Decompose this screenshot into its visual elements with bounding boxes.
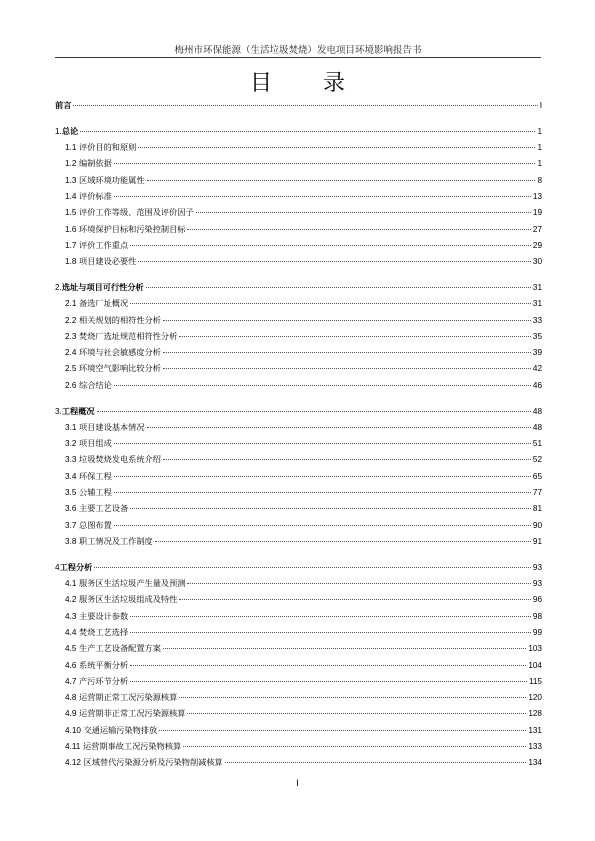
toc-entry-page: 90 [532,520,542,530]
toc-dot-leader [114,525,531,526]
toc-dot-leader [155,541,531,542]
toc-entry-title: 评价目的和原则 [79,142,137,153]
toc-entry-page: 131 [528,725,542,735]
toc-chapter-entry[interactable] [55,100,542,116]
toc-entry-label [65,422,145,433]
toc-entry-page: 93 [532,579,542,589]
toc-section-entry[interactable] [55,380,542,396]
toc-entry-title: 编制依据 [79,158,112,169]
toc-section-entry[interactable] [55,578,542,594]
toc-entry-title: 运营期事故工况污染物核算 [82,740,182,751]
toc-entry-label [65,692,177,703]
toc-entry-label [65,708,185,719]
toc-section-entry[interactable] [55,660,542,676]
toc-section-entry[interactable] [55,757,542,773]
toc-entry-page: 1 [537,126,542,136]
toc-entry-number: 4.12 [65,758,81,768]
toc-section-entry[interactable] [55,438,542,454]
toc-dot-leader [179,336,531,337]
toc-section-entry[interactable] [55,503,542,519]
toc-dot-leader [114,476,531,477]
toc-dot-leader [73,105,537,106]
toc-entry-page: 27 [532,224,542,234]
toc-entry-title: 环境与社会敏感度分析 [79,347,161,358]
toc-dot-leader [114,492,531,493]
toc-section-entry[interactable] [55,627,542,643]
toc-entry-title: 公辅工程 [79,487,112,498]
toc-section-entry[interactable] [55,224,542,240]
toc-entry-title: 运营期非正常工况污染源核算 [79,708,186,719]
toc-chapter-entry[interactable] [55,126,542,142]
toc-entry-page: 33 [532,315,542,325]
toc-chapter-entry[interactable] [55,562,542,578]
toc-entry-page: 8 [537,175,542,185]
toc-entry-label [65,175,145,186]
toc-chapter-entry[interactable] [55,406,542,422]
toc-section-entry[interactable] [55,175,542,191]
toc-section-entry[interactable] [55,315,542,331]
table-of-contents [55,100,542,774]
toc-gap [55,272,542,282]
toc-entry-title: 总图布置 [79,519,112,530]
toc-entry-number: 2.2 [65,315,77,325]
toc-entry-label [65,536,153,547]
toc-dot-leader [130,616,531,617]
toc-entry-number: 1.4 [65,191,77,201]
toc-entry-page: 29 [532,240,542,250]
toc-section-entry[interactable] [55,256,542,272]
toc-entry-label [55,562,92,573]
toc-entry-number: 3.8 [65,536,77,546]
toc-entry-page: 133 [528,741,542,751]
toc-entry-page: 99 [532,627,542,637]
toc-entry-page: 52 [532,455,542,465]
toc-entry-number: 2.3 [65,331,77,341]
toc-section-entry[interactable] [55,422,542,438]
toc-section-entry[interactable] [55,594,542,610]
toc-entry-label [65,158,112,169]
toc-dot-leader [97,411,531,412]
toc-entry-page: 134 [528,758,542,768]
header-rule [55,57,541,58]
toc-entry-number: 2.6 [65,380,77,390]
toc-entry-label [65,660,128,671]
toc-dot-leader [196,212,531,213]
toc-entry-label [65,142,136,153]
toc-entry-title: 环境空气影响比较分析 [79,363,161,374]
toc-entry-title: 焚烧厂选址规范相符性分析 [79,330,178,341]
toc-entry-number: 4.2 [65,595,77,605]
toc-dot-leader [114,163,536,164]
toc-dot-leader [159,730,526,731]
toc-dot-leader [114,196,531,197]
toc-entry-number: 4.11 [65,741,81,751]
toc-dot-leader [130,681,527,682]
toc-dot-leader [138,261,531,262]
toc-entry-number: 2.4 [65,348,77,358]
toc-entry-number: 4.10 [65,725,81,735]
toc-entry-label [65,487,112,498]
toc-entry-title: 工程概况 [61,405,95,416]
toc-section-entry[interactable] [55,191,542,207]
toc-entry-label [65,380,112,391]
toc-dot-leader [187,583,530,584]
toc-entry-title: 生产工艺设备配置方案 [79,643,161,654]
toc-entry-page: 115 [528,676,542,686]
toc-entry-page: 77 [532,488,542,498]
toc-entry-label [65,578,185,589]
toc-entry-number: 1.5 [65,208,77,218]
toc-section-entry[interactable] [55,207,542,223]
toc-entry-page: 35 [532,331,542,341]
toc-entry-page: 39 [532,348,542,358]
toc-entry-page: 42 [532,364,542,374]
toc-entry-label [65,191,112,202]
toc-entry-page: 120 [528,693,542,703]
toc-section-entry[interactable] [55,643,542,659]
toc-section-entry[interactable] [55,536,542,552]
toc-entry-number: 1. [55,126,62,136]
toc-entry-label [65,240,128,251]
toc-entry-number: 1.3 [65,175,77,185]
toc-entry-number: 4.7 [65,676,77,686]
page-number: I [296,778,299,788]
toc-entry-label [65,207,194,218]
toc-entry-page: 96 [532,595,542,605]
running-header: 梅州市环保能源（生活垃圾焚烧）发电项目环境影响报告书 [174,45,422,56]
toc-entry-title: 工程分析 [59,561,93,572]
toc-dot-leader [130,508,531,509]
toc-dot-leader [163,352,531,353]
toc-section-entry[interactable] [55,676,542,692]
toc-dot-leader [183,746,526,747]
toc-entry-number: 1.2 [65,159,77,169]
toc-section-entry[interactable] [55,298,542,314]
toc-entry-title: 项目建设基本情况 [79,421,145,432]
toc-entry-number: 3.4 [65,471,77,481]
toc-dot-leader [114,385,531,386]
toc-section-entry[interactable] [55,725,542,741]
toc-entry-label [65,503,128,514]
toc-entry-number: 2. [55,282,62,292]
toc-entry-label [65,298,128,309]
toc-section-entry[interactable] [55,741,542,757]
toc-dot-leader [138,147,535,148]
toc-entry-number: 3.1 [65,422,77,432]
toc-entry-page: 81 [532,504,542,514]
toc-entry-label [65,347,161,358]
toc-entry-page: 30 [532,257,542,267]
toc-section-entry[interactable] [55,692,542,708]
toc-entry-label [65,520,112,531]
toc-entry-label [65,725,157,736]
toc-entry-label [65,757,223,768]
toc-gap [55,116,542,126]
toc-entry-label [65,676,128,687]
toc-entry-label [55,100,71,111]
toc-entry-title: 交通运输污染物排放 [83,724,158,735]
toc-dot-leader [179,599,531,600]
toc-entry-title: 环保工程 [79,470,112,481]
toc-dot-leader [80,131,535,132]
toc-entry-title: 产污环节分析 [79,675,129,686]
toc-dot-leader [130,303,531,304]
toc-section-entry[interactable] [55,471,542,487]
toc-entry-page: 48 [532,406,542,416]
toc-entry-number: 2.5 [65,364,77,374]
toc-dot-leader [187,713,526,714]
toc-entry-title: 垃圾焚烧发电系统介绍 [79,454,161,465]
toc-entry-number: 4.5 [65,644,77,654]
toc-entry-number: 1.8 [65,257,77,267]
toc-dot-leader [163,368,531,369]
toc-entry-page: 65 [532,471,542,481]
toc-entry-title: 选址与项目可行性分析 [61,281,144,292]
toc-dot-leader [94,567,531,568]
toc-entry-page: I [539,101,542,110]
toc-section-entry[interactable] [55,611,542,627]
toc-entry-label [65,627,128,638]
toc-entry-title: 焚烧工艺选择 [79,626,129,637]
toc-entry-number: 3.7 [65,520,77,530]
toc-entry-page: 48 [532,422,542,432]
toc-entry-title: 评价标准 [79,190,112,201]
toc-entry-number: 1.7 [65,240,77,250]
toc-entry-title: 前言 [55,100,72,110]
toc-dot-leader [179,697,526,698]
toc-entry-number: 3.6 [65,504,77,514]
toc-section-entry[interactable] [55,347,542,363]
toc-dot-leader [130,245,531,246]
toc-entry-page: 104 [528,660,542,670]
toc-entry-page: 128 [528,709,542,719]
toc-entry-page: 91 [532,536,542,546]
toc-entry-title: 项目组成 [79,438,112,449]
toc-entry-label [65,331,177,342]
toc-section-entry[interactable] [55,487,542,503]
toc-entry-title: 综合结论 [79,379,112,390]
toc-gap [55,396,542,406]
toc-entry-title: 职工情况及工作制度 [79,535,153,546]
toc-entry-page: 98 [532,611,542,621]
toc-entry-page: 1 [537,159,542,169]
toc-entry-page: 93 [532,562,542,572]
toc-entry-number: 3.3 [65,455,77,465]
toc-section-entry[interactable] [55,158,542,174]
toc-entry-title: 主要工艺设备 [79,503,129,514]
toc-entry-number: 3. [55,406,62,416]
toc-entry-title: 评价工作重点 [79,239,129,250]
toc-section-entry[interactable] [55,142,542,158]
toc-entry-page: 1 [537,143,542,153]
toc-section-entry[interactable] [55,240,542,256]
toc-dot-leader [146,287,531,288]
toc-entry-title: 备选厂址概况 [79,298,129,309]
toc-entry-label [65,643,161,654]
toc-entry-number: 3.5 [65,488,77,498]
toc-dot-leader [163,648,526,649]
toc-entry-title: 区域环境功能属性 [79,174,145,185]
page-title: 目 录 [250,71,367,96]
toc-entry-label [65,471,112,482]
toc-entry-label [55,406,95,417]
toc-entry-title: 运营期正常工况污染源核算 [79,692,178,703]
toc-entry-number: 4.1 [65,579,77,589]
toc-dot-leader [163,459,531,460]
toc-entry-number: 4 [55,562,60,572]
toc-section-entry[interactable] [55,520,542,536]
toc-entry-label [55,282,144,293]
toc-dot-leader [187,229,530,230]
toc-entry-number: 4.4 [65,627,77,637]
toc-entry-label [65,315,161,326]
toc-dot-leader [130,665,526,666]
toc-entry-title: 服务区生活垃圾产生量及预测 [79,578,186,589]
toc-section-entry[interactable] [55,331,542,347]
toc-entry-label [65,438,112,449]
toc-dot-leader [114,443,531,444]
toc-entry-number: 4.9 [65,709,77,719]
toc-entry-number: 4.8 [65,693,77,703]
toc-dot-leader [147,427,531,428]
toc-entry-label [65,454,161,465]
toc-entry-title: 总论 [61,125,79,136]
toc-entry-label [65,256,136,267]
toc-dot-leader [147,180,536,181]
toc-entry-page: 13 [532,191,542,201]
toc-entry-number: 1.1 [65,143,77,153]
toc-entry-label [55,126,78,137]
toc-chapter-entry[interactable] [55,282,542,298]
toc-entry-page: 51 [532,439,542,449]
toc-entry-label [65,363,161,374]
toc-entry-page: 46 [532,380,542,390]
toc-section-entry[interactable] [55,363,542,379]
toc-entry-number: 2.1 [65,299,77,309]
toc-entry-title: 服务区生活垃圾组成及特性 [79,594,178,605]
toc-section-entry[interactable] [55,454,542,470]
toc-entry-label [65,741,181,752]
toc-gap [55,552,542,562]
toc-entry-page: 19 [532,208,542,218]
toc-entry-title: 评价工作等级、范围及评价因子 [79,207,194,218]
toc-entry-title: 系统平衡分析 [79,659,129,670]
toc-dot-leader [163,320,531,321]
toc-entry-number: 4.3 [65,611,77,621]
toc-entry-title: 项目建设必要性 [79,256,137,267]
toc-entry-title: 相关规划的相符性分析 [79,314,161,325]
toc-entry-title: 主要设计参数 [79,610,129,621]
toc-dot-leader [225,762,527,763]
toc-entry-label [65,224,185,235]
toc-entry-page: 103 [528,644,542,654]
toc-entry-page: 31 [532,282,542,292]
toc-entry-label [65,611,128,622]
toc-entry-number: 4.6 [65,660,77,670]
toc-entry-label [65,594,177,605]
toc-entry-number: 1.6 [65,224,77,234]
toc-entry-title: 环境保护目标和污染控制目标 [79,223,186,234]
toc-section-entry[interactable] [55,708,542,724]
toc-entry-title: 区域替代污染源分析及污染物削减核算 [83,757,223,768]
toc-entry-number: 3.2 [65,439,77,449]
toc-entry-page: 31 [532,299,542,309]
toc-dot-leader [130,632,531,633]
